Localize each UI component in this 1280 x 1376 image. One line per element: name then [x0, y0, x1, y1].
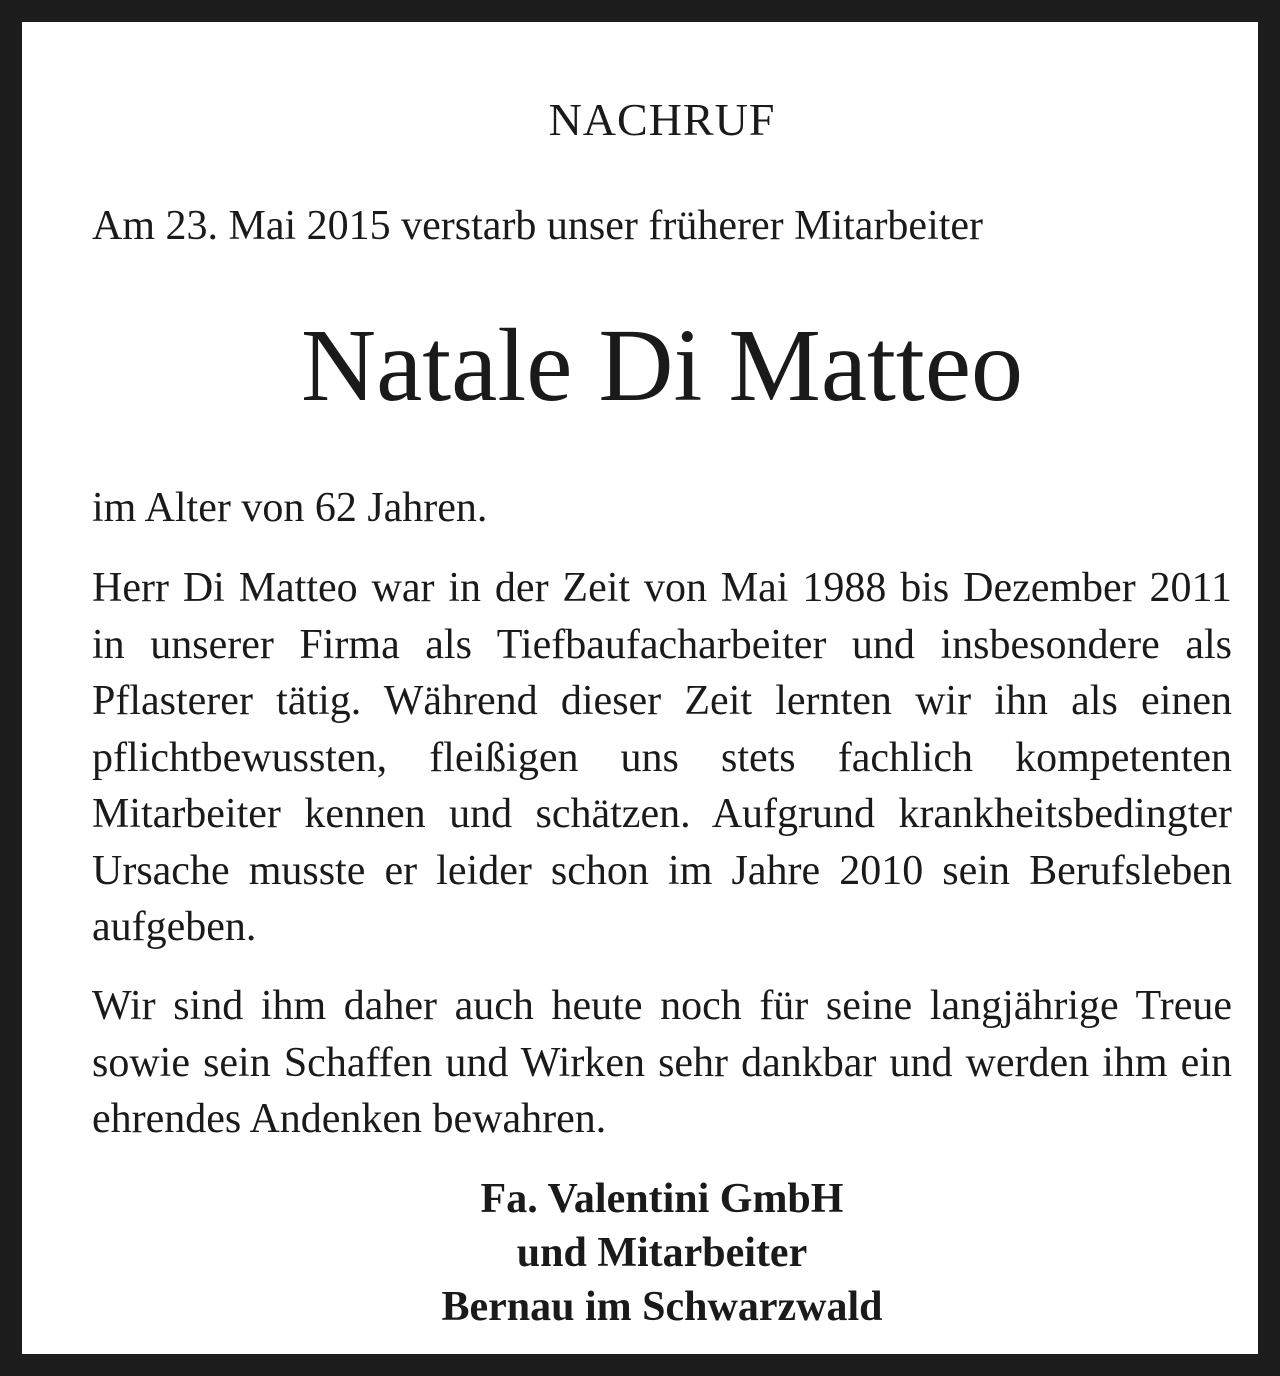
signature-staff: und Mitarbeiter: [516, 1230, 808, 1276]
notice-heading: NACHRUF: [548, 94, 776, 145]
intro-line: Am 23. Mai 2015 verstarb unser früherer Mitarbeiter: [92, 203, 984, 249]
age-line: im Alter von 62 Jahren.: [92, 485, 488, 531]
deceased-name: Natale Di Matteo: [301, 308, 1023, 423]
signature-location: Bernau im Schwarzwald: [441, 1284, 883, 1330]
signature-company: Fa. Valentini GmbH: [480, 1176, 844, 1222]
gratitude-paragraph: Wir sind ihm daher auch heute noch für seine langjährige Treue sowie sein Schaffen und Wirken sehr dankbar und werden ihm ein ehrendes Andenken bewahren.: [92, 983, 1232, 1142]
career-paragraph: Herr Di Matteo war in der Zeit von Mai 1988 bis Dezember 2011 in unserer Firma als Tiefbaufacharbeiter und insbesondere als Pflasterer tätig. Während dieser Zeit lernten wir ihn als einen pflichtbewussten, fleißigen uns stets fachlich kompetenten Mitarbeiter kennen und schätzen. Aufgrund krankheitsbedingter Ursache musste er leider schon im Jahre 2010 sein Berufsleben aufgeben.: [92, 565, 1232, 950]
signature-block: [92, 1172, 1232, 1334]
